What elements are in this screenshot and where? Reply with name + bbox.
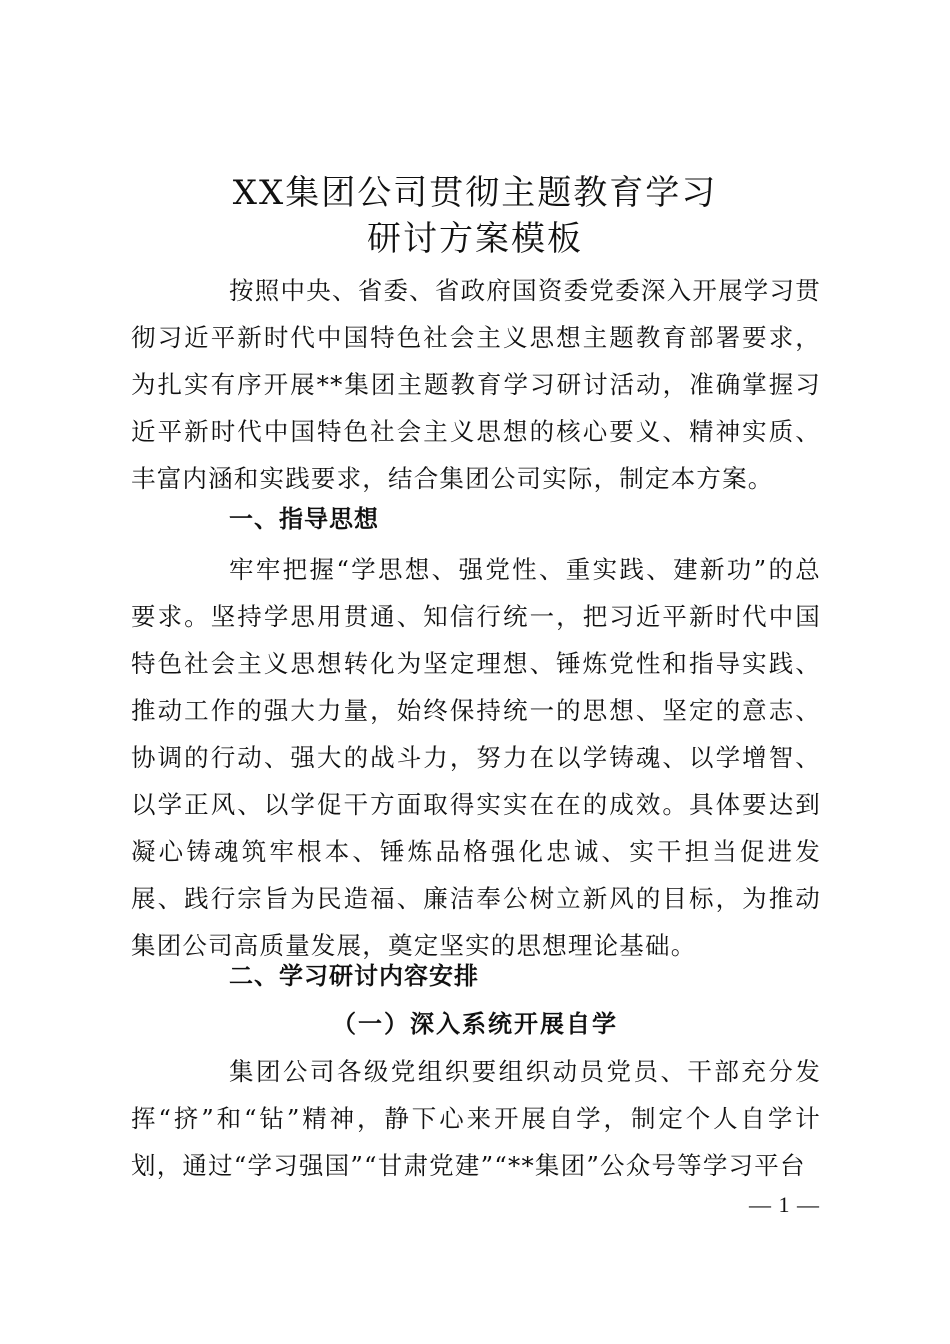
document-title-line-2: 研讨方案模板: [367, 219, 583, 259]
document-title-line-1: XX集团公司贯彻主题教育学习: [232, 173, 718, 213]
intro-paragraph: 按照中央、省委、省政府国资委党委深入开展学习贯彻习近平新时代中国特色社会主义思想主题教育部署要求，为扎实有序开展**集团主题教育学习研讨活动，准确掌握习近平新时代中国特色社会主义思想的核心要义、精神实质、丰富内涵和实践要求，结合集团公司实际，制定本方案。: [131, 276, 821, 493]
section-1-heading: 一、指导思想: [229, 505, 379, 533]
section-2-heading: 二、学习研讨内容安排: [229, 962, 479, 990]
page-number: — 1 —: [749, 1192, 820, 1217]
section-1-paragraph: 牢牢把握“学思想、强党性、重实践、建新功”的总要求。坚持学思用贯通、知信行统一，把习近平新时代中国特色社会主义思想转化为坚定理想、锤炼党性和指导实践、推动工作的强大力量，始终保持统一的思想、坚定的意志、协调的行动、强大的战斗力，努力在以学铸魂、以学增智、以学正风、以学促干方面取得实实在在的成效。具体要达到凝心铸魂筑牢根本、锤炼品格强化忠诚、实干担当促进发展、践行宗旨为民造福、廉洁奉公树立新风的目标，为推动集团公司高质量发展，奠定坚实的思想理论基础。: [131, 555, 821, 960]
section-2-subheading: （一）深入系统开展自学: [332, 1009, 618, 1038]
section-2-paragraph: 集团公司各级党组织要组织动员党员、干部充分发挥“挤”和“钻”精神，静下心来开展自学，制定个人自学计划，通过“学习强国”“甘肃党建”“**集团”公众号等学习平台: [131, 1057, 821, 1180]
